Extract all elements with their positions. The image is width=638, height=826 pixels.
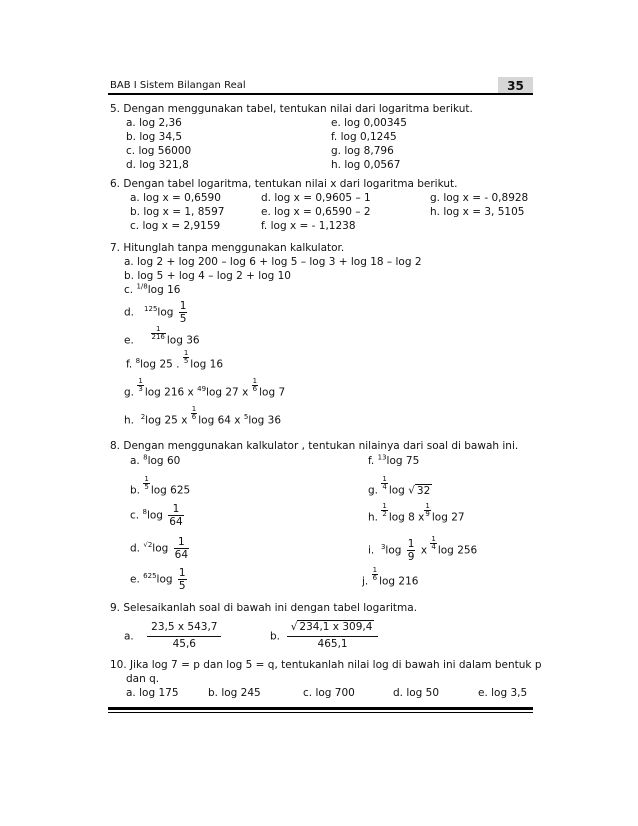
q8-j-label: j. [362,575,369,588]
q7-c-base: 1/8 [136,282,148,291]
q5-item-f: f. log 0,1245 [331,131,397,143]
q8-g-sqrt: √ 32 [408,484,431,497]
q8-item-f [368,455,419,467]
q9-a-num: 23,5 x 543,7 [147,620,221,637]
q8-h-base2 [424,503,430,518]
q9-a-fraction [147,620,221,653]
q8-h-base1 [381,503,387,518]
q8-item-g [368,476,432,497]
q7-e-text: log 36 [166,334,200,347]
q8-e-base: 625 [143,572,157,581]
q7-g-base1-den: 3 [138,385,143,393]
q8-item-i [368,536,477,563]
q7-h-text2: log 64 x [198,414,241,427]
q8-d-log: log [152,542,169,555]
q7-f-base2-num: 1 [183,349,189,357]
q7-f-base2-den: 5 [183,357,189,365]
q6-item-h: h. log x = 3, 5105 [430,206,525,218]
q8-d-fraction [174,536,189,561]
q7-g-base2: 49 [197,385,207,393]
q8-i-text: log 256 [437,544,478,557]
q6-intro: 6. Dengan tabel logaritma, tentukan nilai x dari logaritma berikut. [110,178,458,190]
q7-e-label: e. [124,334,134,347]
q9-b-fraction [287,620,379,653]
q8-j-text: log 216 [379,575,419,588]
q9-b-label: b. [270,630,281,643]
q5-item-b: b. log 34,5 [126,131,183,143]
q7-item-b: b. log 5 + log 4 – log 2 + log 10 [124,270,291,282]
q7-h-base2-num: 1 [191,405,197,413]
q7-d-label: d. [124,306,135,319]
q8-i-base2-num: 1 [431,535,436,543]
chapter-title: BAB I Sistem Bilangan Real [110,80,246,91]
q7-d-fraction [179,300,188,325]
q9-b-num: √ 234,1 x 309,4 [287,620,379,637]
q9-item-b [270,620,378,653]
q7-f-base1: 8 [135,357,141,365]
q8-item-h [368,503,465,524]
q8-c-base: 8 [142,508,147,517]
q7-f-text2: log 16 [190,358,224,371]
q7-intro: 7. Hitunglah tanpa menggunakan kalkulator. [110,242,345,254]
q8-i-base2 [430,536,436,551]
q10-item-a: a. log 175 [126,687,179,699]
header-rule [108,93,533,95]
q8-e-fraction [178,567,187,592]
q5-intro: 5. Dengan menggunakan tabel, tentukan nilai dari logaritma berikut. [110,103,473,115]
q10-line2: dan q. [126,673,160,685]
q5-item-c: c. log 56000 [126,145,192,157]
q8-i-label: i. [368,544,375,557]
q7-g-label: g. [124,386,135,399]
q10-item-c: c. log 700 [303,687,355,699]
q8-c-label: c. [130,509,140,522]
q6-item-c: c. log x = 2,9159 [130,220,221,232]
q9-a-den: 45,6 [172,637,196,650]
q8-a-text: log 60 [147,455,181,467]
q8-j-base [372,567,378,582]
q7-d-log: log [157,306,174,319]
q7-g-base3-num: 1 [252,377,258,385]
q8-i-base2-den: 4 [431,543,436,551]
q7-g-base1 [137,378,143,393]
q7-item-c [124,284,180,296]
q7-f-label: f. [126,358,133,371]
q7-g-base3 [252,378,258,393]
q8-g-log: log [388,484,405,497]
q7-h-base2-den: 6 [191,413,197,421]
q5-item-e: e. log 0,00345 [331,117,407,129]
q6-item-g: g. log x = - 0,8928 [430,192,529,204]
q8-h-label: h. [368,511,378,524]
q8-f-label: f. [368,455,375,467]
q8-c-num: 1 [168,503,183,516]
q9-b-radicand: 234,1 x 309,4 [299,621,373,633]
footer-rule-thick [108,707,533,710]
q7-item-g [124,378,285,399]
q7-h-base3: 5 [243,413,249,421]
q7-d-base: 125 [144,305,158,314]
q5-item-h: h. log 0,0567 [331,159,401,171]
q8-g-label: g. [368,484,379,497]
q8-h-base1-den: 2 [382,510,387,518]
q8-item-c [130,503,186,528]
q8-j-base-num: 1 [372,566,378,574]
q7-e-base-num: 1 [151,326,166,334]
q6-item-b: b. log x = 1, 8597 [130,206,225,218]
q8-i-den: 9 [407,551,415,563]
q8-f-base: 13 [377,453,387,462]
page-number: 35 [507,79,524,93]
q8-h-text1: log 8 x [388,511,425,524]
q8-g-base [381,476,387,491]
q7-d-den: 5 [179,313,187,326]
q8-item-e [130,567,189,592]
q8-h-base2-num: 1 [425,502,430,510]
q7-h-base1: 2 [140,413,146,421]
q6-item-e: e. log x = 0,6590 – 2 [261,206,371,218]
q7-e-base [151,326,166,341]
q5-item-g: g. log 8,796 [331,145,394,157]
q7-item-h [124,406,281,427]
q8-i-times: x [420,544,428,557]
q10-item-b: b. log 245 [208,687,261,699]
q8-d-den: 64 [174,549,189,562]
q10-item-d: d. log 50 [393,687,440,699]
q7-d-num: 1 [179,300,187,312]
q7-g-base3-den: 6 [252,385,258,393]
q7-g-text2: log 27 x [206,386,249,399]
q6-item-d: d. log x = 0,9605 – 1 [261,192,371,204]
q5-item-a: a. log 2,36 [126,117,182,129]
q9-item-a [124,620,221,653]
q8-b-base-num: 1 [144,475,149,483]
q7-e-base-den: 216 [151,333,165,341]
q8-j-base-den: 6 [372,574,378,582]
q7-g-base1-num: 1 [138,377,143,385]
q8-d-label: d. [130,542,141,555]
q9-intro: 9. Selesaikanlah soal di bawah ini dengan tabel logaritma. [110,602,418,614]
q7-c-text: log 16 [147,284,181,296]
q8-d-base: √2 [143,541,153,550]
q8-b-label: b. [130,484,141,497]
q8-c-log: log [146,509,163,522]
q7-h-text1: log 25 x [145,414,188,427]
q8-a-base: 8 [143,453,148,462]
q8-intro: 8. Dengan menggunakan kalkulator , tentukan nilainya dari soal di bawah ini. [110,440,519,452]
q8-h-text2: log 27 [431,511,465,524]
q8-e-log: log [156,573,173,586]
q7-g-text3: log 7 [259,386,286,399]
q7-h-text3: log 36 [248,414,282,427]
q7-g-text1: log 216 x [144,386,194,399]
q7-item-a: a. log 2 + log 200 – log 6 + log 5 – log 3 + log 18 – log 2 [124,256,422,268]
q8-item-a [130,455,180,467]
q7-h-label: h. [124,414,134,427]
q9-b-den: 465,1 [317,637,348,650]
q8-g-base-den: 4 [382,483,387,491]
q7-item-e [124,326,200,347]
footer-rule-thin [108,712,533,713]
q7-f-text1: log 25 . [140,358,180,371]
q8-d-num: 1 [174,536,189,549]
q7-f-base2 [183,350,189,365]
q8-i-num: 1 [407,537,415,550]
q8-h-base2-den: 9 [425,510,430,518]
q8-b-base [143,476,149,491]
q8-g-radicand: 32 [416,484,431,497]
q8-h-base1-num: 1 [382,502,387,510]
q8-e-num: 1 [178,567,186,579]
q5-item-d: d. log 321,8 [126,159,189,171]
q7-c-label: c. [124,284,134,296]
q7-h-base2 [191,406,197,421]
q8-e-den: 5 [178,580,186,593]
q8-item-j [362,567,418,588]
q8-a-label: a. [130,455,140,467]
q8-b-text: log 625 [150,484,191,497]
q8-b-base-den: 5 [144,483,149,491]
q8-g-base-num: 1 [382,475,387,483]
q9-a-label: a. [124,630,134,643]
q10-item-e: e. log 3,5 [478,687,528,699]
q8-c-fraction [168,503,183,528]
q8-item-b [130,476,190,497]
q7-item-d [124,300,189,325]
q8-item-d [130,536,191,561]
q8-i-base: 3 [380,543,386,551]
q8-i-log: log [385,544,402,557]
q6-item-a: a. log x = 0,6590 [130,192,221,204]
q6-item-f: f. log x = - 1,1238 [261,220,356,232]
q10-line1: 10. Jika log 7 = p dan log 5 = q, tentukanlah nilai log di bawah ini dalam bentuk p [110,659,542,671]
q7-item-f [126,350,223,371]
q8-e-label: e. [130,573,140,586]
q8-c-den: 64 [169,516,183,529]
q8-f-text: log 75 [386,455,420,467]
q8-i-fraction [407,538,416,563]
